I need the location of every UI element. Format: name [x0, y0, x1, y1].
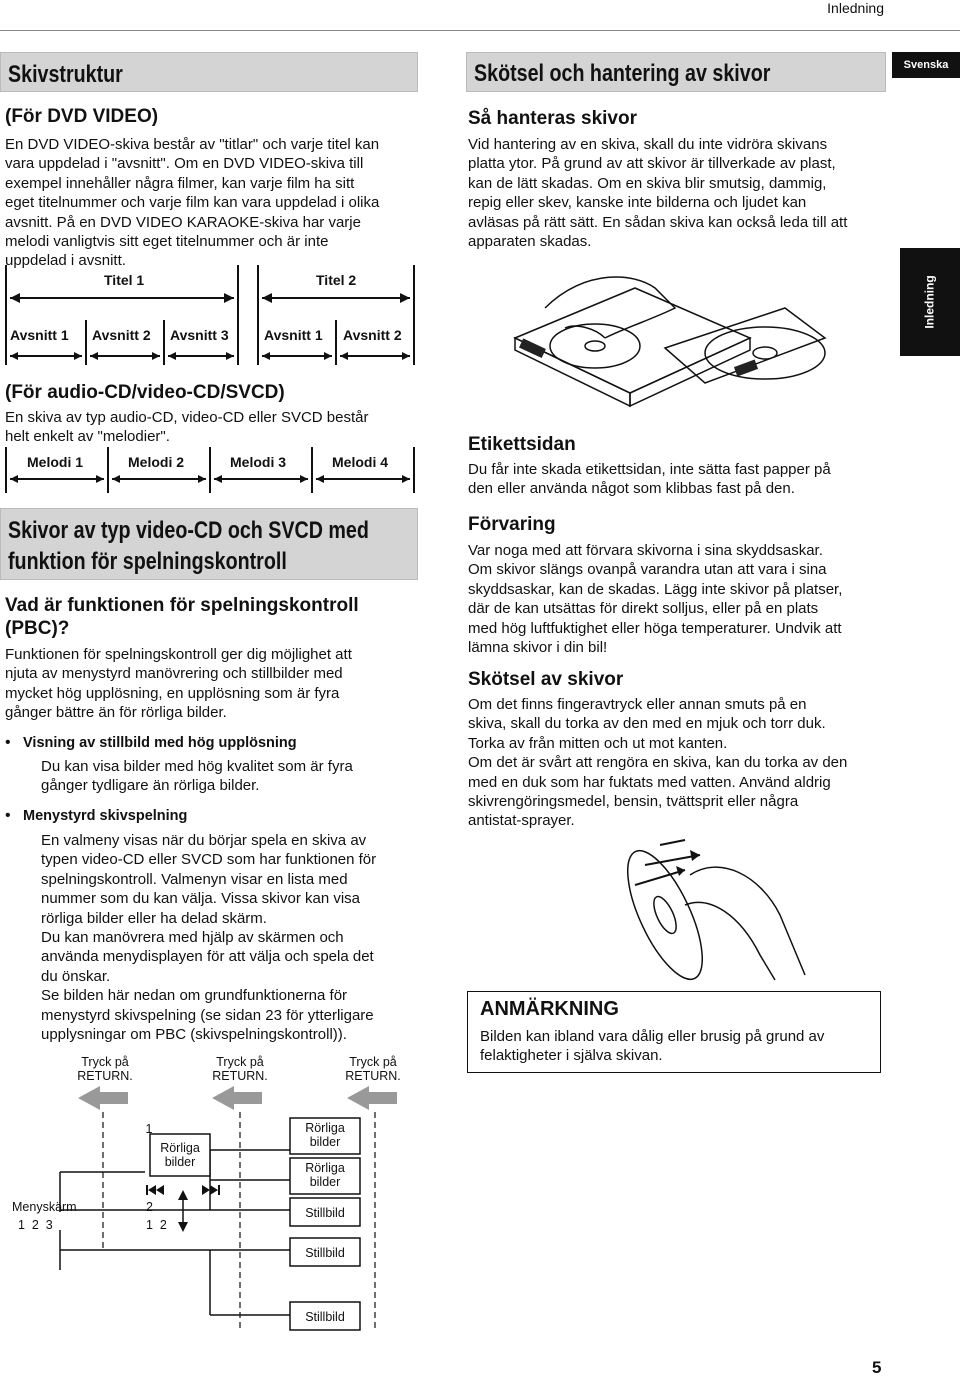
- chapter-label: Avsnitt 3: [170, 327, 229, 343]
- still-picture-box-label: Stillbild: [305, 1246, 345, 1260]
- track-label: Melodi 3: [227, 454, 289, 470]
- diagram-numbers-1-2: 1 2: [146, 1218, 167, 1232]
- bullet2-text: En valmeny visas när du börjar spela en skiva av typen video-CD eller SVCD som har funktionen för spelningskontroll. Valmenyn visar en lista med nummer som du kan välja. Vissa skivor kan visa rörliga bilder eller ha delad skärm. Du kan manövrera med hjälp av skärmen och använda menydisplayen för att välja och spela det du önskar. Se bilden här nedan om grundfunktionerna för menystyrd skivspelning (se sidan 23 för ytterligare upplysningar om PBC (skivspelningskontroll)).: [41, 832, 377, 1044]
- care-title-band: [466, 52, 886, 92]
- chapter-label: Avsnitt 1: [10, 327, 69, 343]
- section-side-tab: Inledning: [900, 248, 960, 356]
- handle-heading: Så hanteras skivor: [468, 108, 637, 129]
- disc-cleaning-illustration: [590, 835, 820, 985]
- still-picture-box-label: Stillbild: [305, 1310, 345, 1324]
- pbc-question: Vad är funktionen för spelningskontroll (PBC)?: [5, 595, 359, 639]
- menu-screen-label: Menyskärm: [12, 1200, 77, 1214]
- page-number: 5: [872, 1358, 882, 1377]
- cd-heading: (För audio-CD/video-CD/SVCD): [5, 382, 285, 403]
- moving-pictures-box-label: Rörliga bilder: [305, 1121, 345, 1149]
- pbc-intro: Funktionen för spelningskontroll ger dig möjlighet att njuta av menystyrd manövrering och stillbilder med mycket hög upplösning, en upplösning som är fyra gånger bättre än för rörliga bilder.: [5, 646, 352, 722]
- storage-heading: Förvaring: [468, 514, 556, 535]
- pbc-title-line2: funktion för spelningskontroll: [8, 548, 287, 575]
- pbc-title-band: [0, 508, 418, 580]
- dvd-text: En DVD VIDEO-skiva består av "titlar" och varje titel kan vara uppdelad i "avsnitt". Om en DVD VIDEO-skiva till exempel innehåller några filmer, kan varje film ha sitt eget titelnummer och varje film kan vara uppdelad i olika avsnitt. På en DVD VIDEO KARAOKE-skiva har varje melodi vanligtvis sitt eget titelnummer och är inte uppdelad i avsnitt.: [5, 136, 380, 270]
- return-label-2: Tryck på RETURN.: [212, 1055, 268, 1083]
- label-heading: Etikettsidan: [468, 434, 576, 455]
- title-label-1: Titel 1: [100, 272, 148, 288]
- bullet1-text: Du kan visa bilder med hög kvalitet som är fyra gånger tydligare än rörliga bilder.: [41, 758, 353, 795]
- track-label: Melodi 1: [24, 454, 86, 470]
- bullet-dot: •: [5, 807, 11, 824]
- skivstruktur-title: Skivstruktur: [8, 61, 123, 88]
- chapter-label: Avsnitt 1: [264, 327, 323, 343]
- track-label: Melodi 2: [125, 454, 187, 470]
- return-label-3: Tryck på RETURN.: [345, 1055, 401, 1083]
- label-text: Du får inte skada etikettsidan, inte sätta fast papper på den eller använda något som klibbas fast på den.: [468, 461, 831, 498]
- care-title: Skötsel och hantering av skivor: [474, 60, 771, 87]
- bullet2-title: Menystyrd skivspelning: [23, 808, 188, 824]
- note-text: Bilden kan ibland vara dålig eller brusig på grund av felaktigheter i själva skivan.: [480, 1028, 825, 1065]
- note-heading: ANMÄRKNING: [480, 998, 619, 1020]
- diagram-number-2: 2: [146, 1200, 153, 1214]
- chapter-label: Avsnitt 2: [343, 327, 402, 343]
- running-header: Inledning: [827, 0, 884, 16]
- menu-screen-numbers: 1 2 3: [18, 1218, 53, 1232]
- track-label: Melodi 4: [329, 454, 391, 470]
- cd-text: En skiva av typ audio-CD, video-CD eller SVCD består helt enkelt av "melodier".: [5, 409, 369, 446]
- chapter-label: Avsnitt 2: [92, 327, 151, 343]
- language-tab: Svenska: [892, 52, 960, 78]
- pbc-flow-diagram: [0, 1050, 430, 1340]
- disc-handling-illustration: [505, 268, 835, 418]
- bullet-dot: •: [5, 734, 11, 751]
- maintenance-heading: Skötsel av skivor: [468, 669, 624, 690]
- title-label-2: Titel 2: [312, 272, 360, 288]
- return-label-1: Tryck på RETURN.: [77, 1055, 133, 1083]
- bullet1-title: Visning av stillbild med hög upplösning: [23, 735, 297, 751]
- moving-pictures-box-label: Rörliga bilder: [305, 1161, 345, 1189]
- diagram-number-1: 1: [145, 1122, 153, 1136]
- dvd-heading: (För DVD VIDEO): [5, 106, 159, 127]
- storage-text: Var noga med att förvara skivorna i sina skyddsaskar. Om skivor slängs ovanpå varandra utan att vara i sina skyddsaskar, kan de skadas. Lägg inte skivor på platser, där de kan utsättas för direkt solljus, eller på en plats med hög luftfuktighet eller höga temperaturer. Undvik att lämna skivor i din bil!: [468, 542, 843, 657]
- maintenance-text: Om det finns fingeravtryck eller annan smuts på en skiva, skall du torka av den med en mjuk och torr duk. Torka av från mitten och ut mot kanten. Om det är svårt att rengöra en skiva, kan du torka av den med en duk som har fuktats med vatten. Använd aldrig skivrengöringsmedel, bensin, tvättsprit eller några antistat-sprayer.: [468, 696, 848, 830]
- handle-text: Vid hantering av en skiva, skall du inte vidröra skivans platta ytor. På grund av att skivor är tillverkade av plast, kan de lätt skadas. Om en skiva blir smutsig, dammig, repig eller skev, kanske inte bilderna och ljudet kan avläsas på rätt sätt. En sådan skiva kan också leda till att apparaten skadas.: [468, 136, 848, 251]
- pbc-title-line1: Skivor av typ video-CD och SVCD med: [8, 517, 369, 544]
- skivstruktur-title-band: [0, 52, 418, 92]
- cd-track-diagram: [0, 445, 420, 495]
- still-picture-box-label: Stillbild: [305, 1206, 345, 1220]
- moving-pictures-box-label: Rörliga bilder: [160, 1141, 200, 1169]
- header-rule: [0, 30, 960, 31]
